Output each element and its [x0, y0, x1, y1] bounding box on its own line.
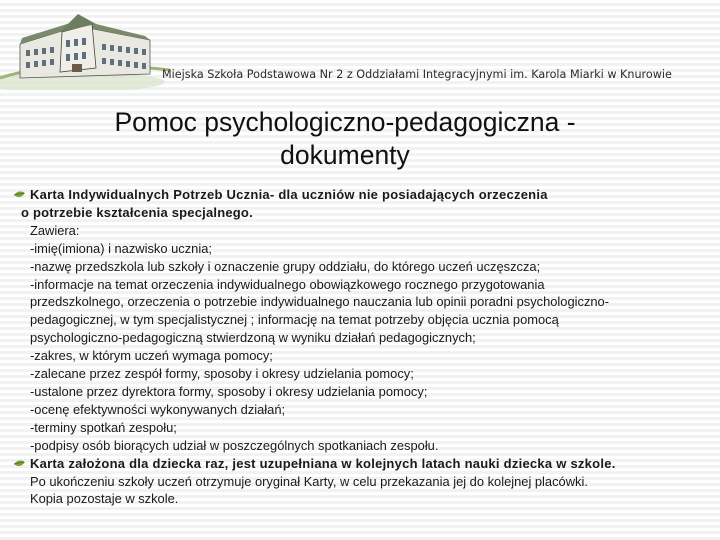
section2-line: Kopia pozostaje w szkole.: [30, 491, 179, 507]
section1-line: pedagogicznej, w tym specjalistycznej ; informację na temat potrzeby objęcia ucznia pomocą: [30, 312, 559, 328]
section1-body: [12, 222, 712, 455]
slide-content: [12, 186, 712, 508]
section1-line: -ustalone przez dyrektora formy, sposoby i okresy udzielania pomocy;: [30, 383, 428, 399]
slide-title: [40, 106, 650, 172]
section1-line: psychologiczno-pedagogiczną stwierdzoną w wyniku działań pedagogicznych;: [30, 330, 476, 346]
section1-line: -terminy spotkań zespołu;: [30, 419, 177, 435]
section2-line: Po ukończeniu szkoły uczeń otrzymuje oryginał Karty, w celu przekazania jej do kolejnej placówki.: [30, 473, 588, 489]
slide-title-line-2: dokumenty: [280, 140, 410, 170]
section1-heading: Karta Indywidualnych Potrzeb Ucznia- dla uczniów nie posiadających orzeczenia: [30, 187, 548, 202]
section1-line: -nazwę przedszkola lub szkoły i oznaczenie grupy oddziału, do którego uczeń uczęszcza;: [30, 258, 541, 274]
leaf-bullet-icon: [12, 188, 26, 202]
section1-line: -informacje na temat orzeczenia indywidualnego obowiązkowego rocznego przygotowania: [30, 276, 545, 292]
section1-line: -zalecane przez zespół formy, sposoby i okresy udzielania pomocy;: [30, 366, 414, 382]
bullet-item-karta-potrzeb: [12, 186, 712, 204]
leaf-bullet-icon: [12, 457, 26, 471]
section2-body: [12, 473, 712, 509]
section1-line: przedszkolnego, orzeczenia o potrzebie indywidualnego nauczania lub opinii poradni psychologiczno-: [30, 294, 610, 310]
school-building-logo: [0, 0, 170, 90]
section2-heading: Karta założona dla dziecka raz, jest uzupełniana w kolejnych latach nauki dziecka w szkole.: [30, 455, 616, 471]
section1-line: -ocenę efektywności wykonywanych działań;: [30, 401, 286, 417]
bullet-item-karta-zalozona: [12, 455, 712, 473]
slide-title-line-1: Pomoc psychologiczno-pedagogiczna -: [114, 107, 576, 137]
section1-heading-continued: o potrzebie kształcenia specjalnego.: [21, 204, 253, 220]
section1-line: -imię(imiona) i nazwisko ucznia;: [30, 240, 212, 256]
section1-line: -zakres, w którym uczeń wymaga pomocy;: [30, 348, 273, 364]
school-name-header: Miejska Szkoła Podstawowa Nr 2 z Oddziałami Integracyjnymi im. Karola Miarki w Knurowie: [162, 68, 672, 81]
section1-line: Zawiera:: [30, 222, 80, 238]
section1-line: -podpisy osób biorących udział w poszczególnych spotkaniach zespołu.: [30, 437, 439, 453]
